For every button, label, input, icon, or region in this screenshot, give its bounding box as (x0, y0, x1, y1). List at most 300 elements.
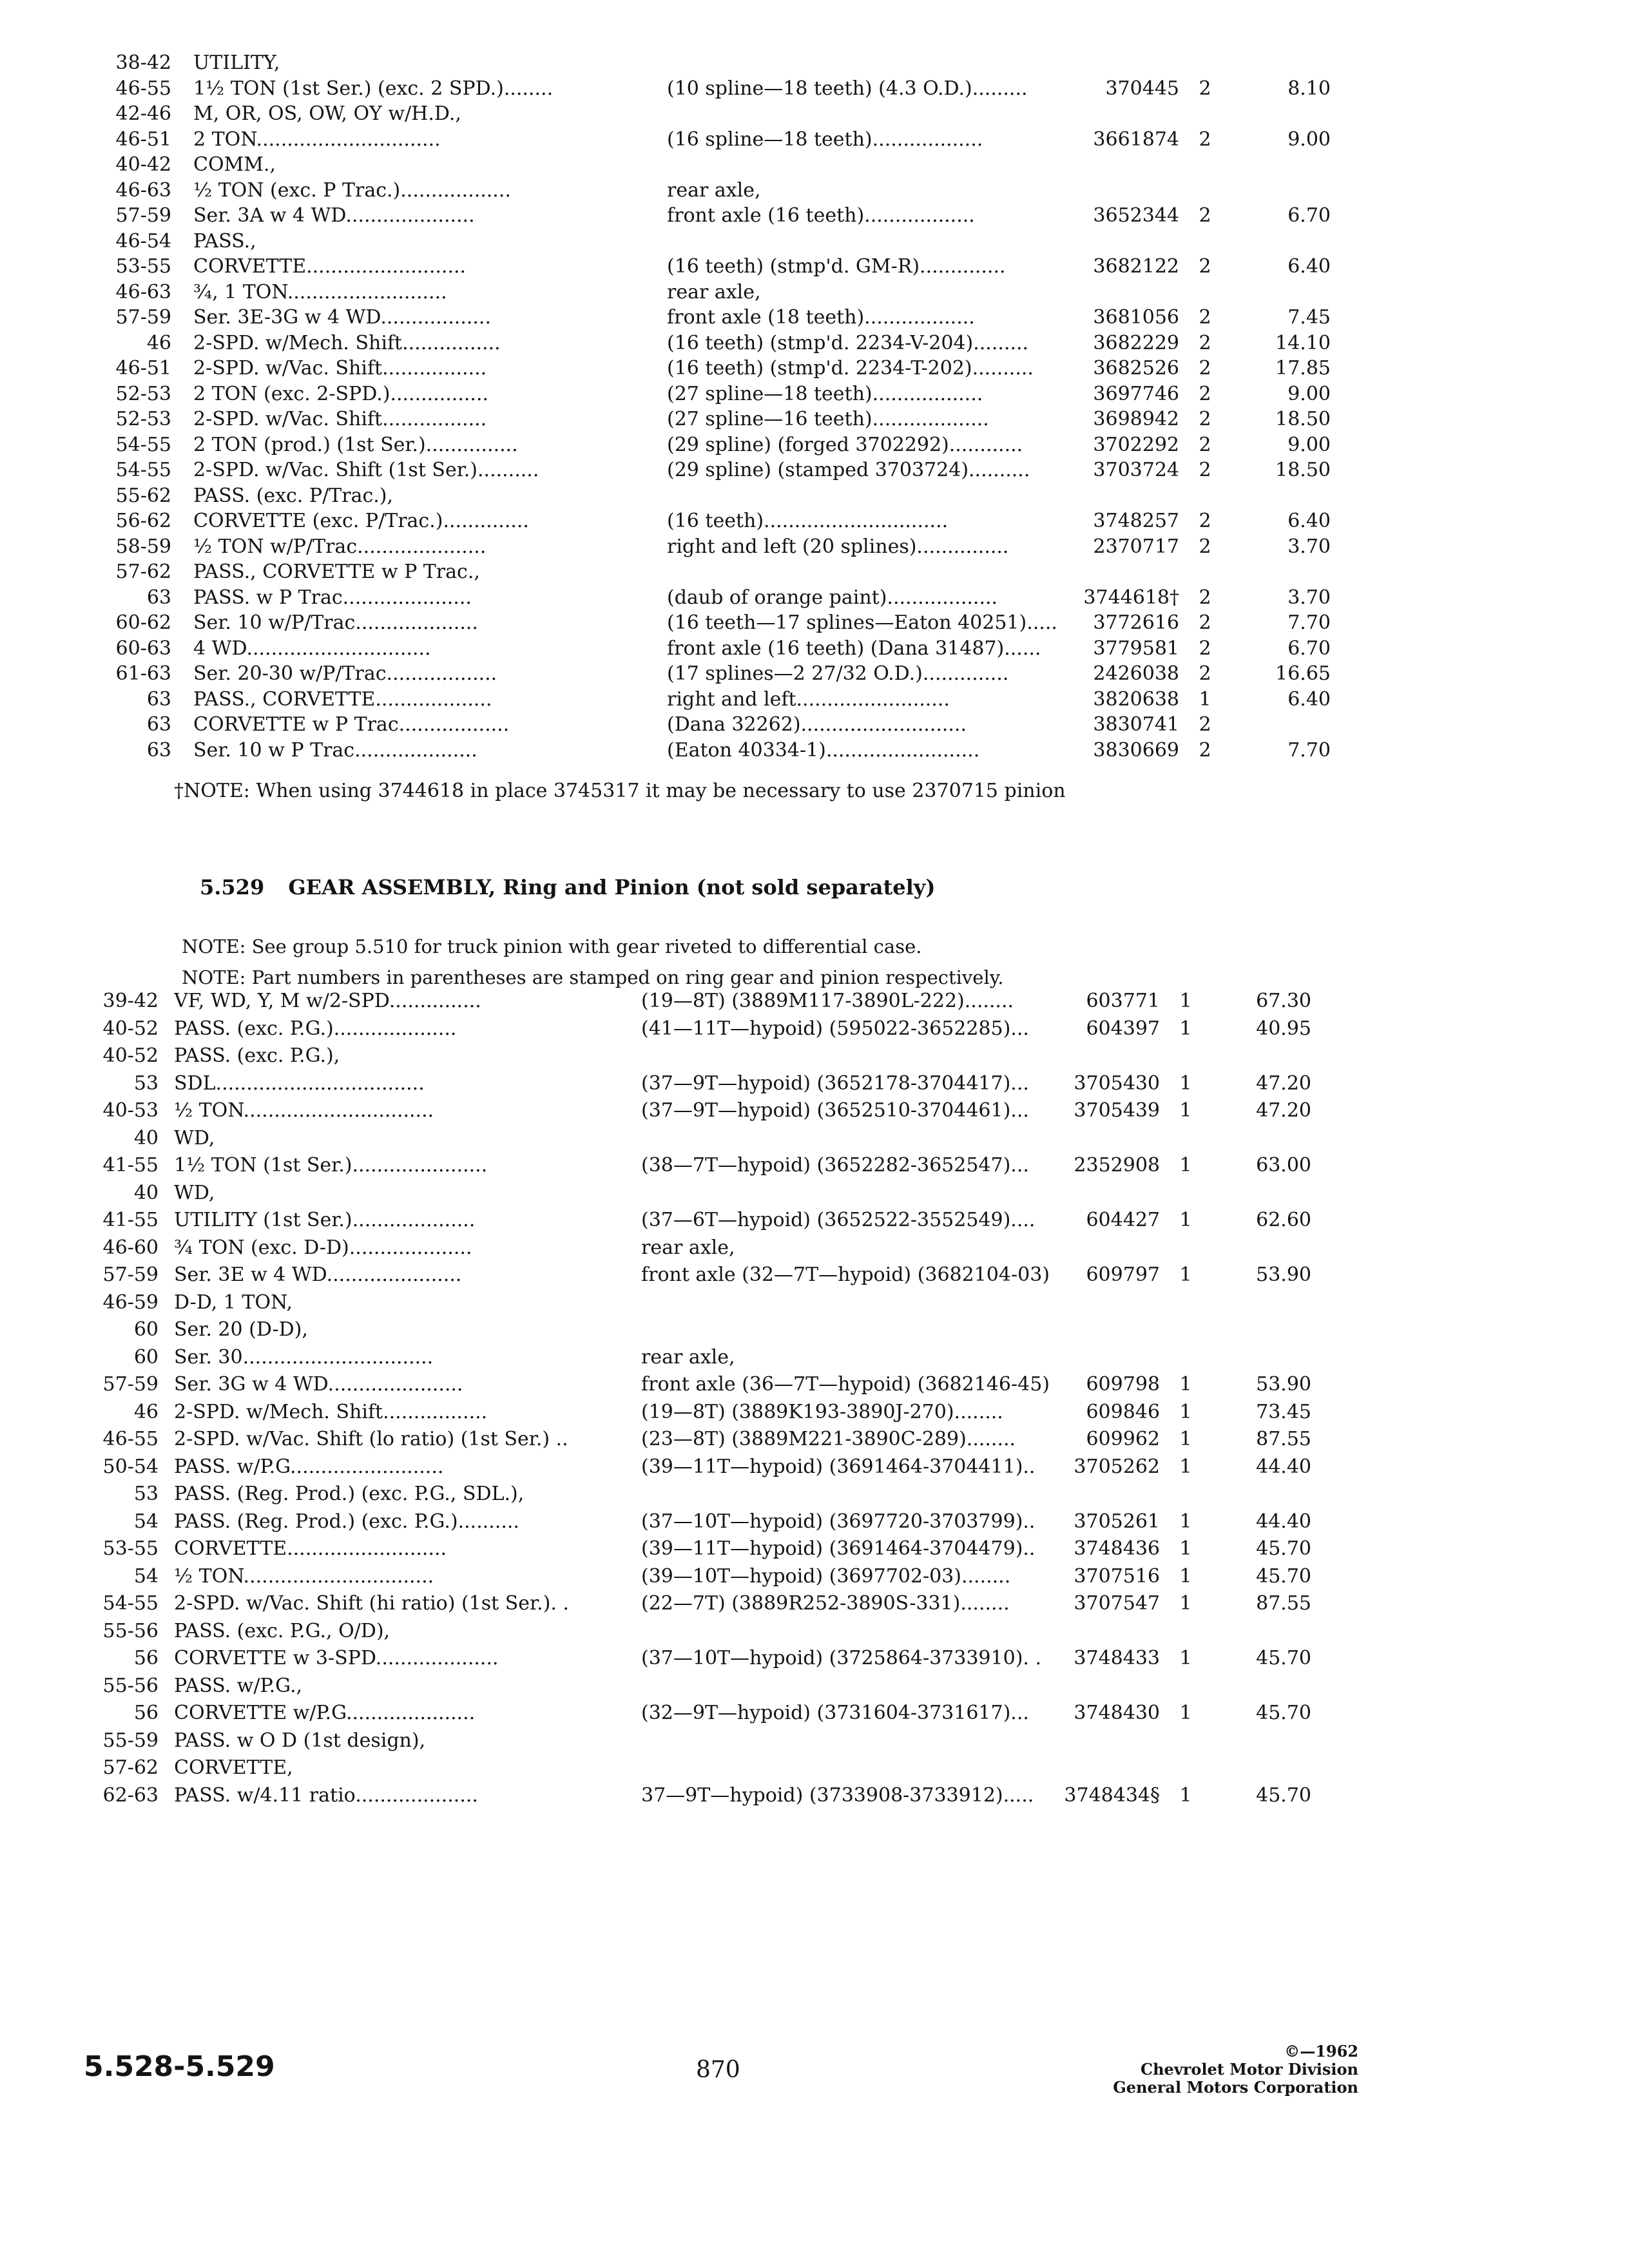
description: rear axle, (641, 1236, 735, 1259)
model: WD, (174, 1181, 215, 1204)
description: (39—10T—hypoid) (3697702-03)........ (641, 1564, 1011, 1588)
quantity: 1 (1179, 1428, 1192, 1450)
description: (Eaton 40334-1)......................... (667, 738, 980, 762)
model: CORVETTE.......................... (174, 1537, 447, 1560)
price: 44.40 (1256, 1510, 1311, 1533)
quantity: 2 (1199, 204, 1211, 227)
table-row (0, 1153, 1629, 1181)
year-range: 41-55 (102, 1209, 159, 1231)
description: (10 spline—18 teeth) (4.3 O.D.)......... (667, 77, 1028, 100)
price: 45.70 (1256, 1783, 1311, 1807)
table-row (0, 1098, 1629, 1126)
year-range: 63 (146, 713, 171, 736)
quantity: 2 (1199, 255, 1211, 278)
year-range: 40 (133, 1126, 159, 1149)
quantity: 2 (1199, 357, 1211, 380)
part-number: 3698942 (1093, 408, 1179, 430)
model: 2-SPD. w/Vac. Shift................. (193, 408, 487, 430)
table-row (0, 280, 1629, 308)
publisher-block (1113, 2042, 1358, 2097)
part-number: 3772616 (1093, 611, 1179, 634)
part-number: 370445 (1105, 77, 1179, 100)
part-number: 3702292 (1093, 433, 1179, 456)
description: (37—10T—hypoid) (3725864-3733910). . (641, 1647, 1042, 1669)
price: 9.00 (1287, 433, 1331, 456)
model: PASS., (193, 229, 256, 253)
model: 2-SPD. w/Vac. Shift (1st Ser.).......... (193, 459, 539, 481)
description: rear axle, (667, 280, 761, 303)
description: front axle (16 teeth).................. (667, 204, 975, 227)
price: 53.90 (1256, 1373, 1311, 1396)
table-row (0, 636, 1629, 664)
copyright: ©—1962 (1284, 2042, 1358, 2061)
description: (16 teeth).............................. (667, 510, 949, 532)
year-range: 53-55 (102, 1537, 159, 1560)
year-range: 57-59 (115, 204, 171, 227)
table-row (0, 1345, 1629, 1373)
price: 7.70 (1287, 611, 1331, 634)
year-range: 54-55 (102, 1592, 159, 1615)
quantity: 2 (1199, 535, 1211, 558)
model: UTILITY, (193, 52, 280, 74)
description: (38—7T—hypoid) (3652282-3652547)... (641, 1154, 1029, 1177)
model: SDL.................................. (174, 1072, 425, 1095)
table-row (0, 1454, 1629, 1483)
year-range: 40-52 (102, 1044, 159, 1067)
quantity: 1 (1179, 1783, 1192, 1807)
quantity: 1 (1179, 1072, 1192, 1095)
description: (16 teeth) (stmp'd. GM-R).............. (667, 255, 1006, 278)
description: (29 spline) (stamped 3703724).......... (667, 459, 1030, 481)
table-row (0, 559, 1629, 588)
description: (37—6T—hypoid) (3652522-3552549).... (641, 1209, 1036, 1231)
model: D-D, 1 TON, (174, 1291, 293, 1314)
part-number: 3748433 (1074, 1647, 1160, 1669)
year-range: 57-62 (102, 1756, 159, 1779)
year-range: 40-52 (102, 1017, 159, 1040)
model: PASS. (exc. P.G., O/D), (174, 1619, 390, 1642)
price: 18.50 (1275, 459, 1331, 481)
year-range: 52-53 (115, 408, 171, 430)
table-row (0, 1509, 1629, 1537)
year-range: 46-60 (102, 1236, 159, 1259)
year-range: 58-59 (115, 535, 171, 558)
price: 53.90 (1256, 1264, 1311, 1286)
table-row (0, 1481, 1629, 1510)
year-range: 54-55 (115, 459, 171, 481)
year-range: 57-59 (102, 1264, 159, 1286)
year-range: 54 (133, 1564, 159, 1588)
description: right and left (20 splines)............... (667, 535, 1009, 558)
table-row (0, 457, 1629, 486)
part-number: 3705439 (1074, 1099, 1160, 1122)
quantity: 2 (1199, 637, 1211, 660)
model: ½ TON............................... (174, 1099, 434, 1122)
model: CORVETTE w 3-SPD.................... (174, 1647, 499, 1669)
table-row (0, 988, 1629, 1017)
quantity: 1 (1179, 1510, 1192, 1533)
quantity: 1 (1179, 1209, 1192, 1231)
table-row (0, 585, 1629, 613)
year-range: 46-54 (115, 229, 171, 253)
description: front axle (36—7T—hypoid) (3682146-45) (641, 1373, 1050, 1396)
table-row (0, 331, 1629, 359)
description: (Dana 32262)........................... (667, 713, 967, 736)
part-number: 609798 (1086, 1373, 1160, 1396)
model: PASS. w/4.11 ratio.................... (174, 1783, 478, 1807)
table-row (0, 1262, 1629, 1291)
table-row (0, 534, 1629, 562)
table-row (0, 356, 1629, 384)
description: (daub of orange paint).................. (667, 586, 998, 609)
year-range: 56-62 (115, 510, 171, 532)
year-range: 63 (146, 738, 171, 762)
corporation: General Motors Corporation (1113, 2078, 1358, 2097)
quantity: 1 (1179, 1647, 1192, 1669)
description: (29 spline) (forged 3702292)............ (667, 433, 1023, 456)
quantity: 2 (1199, 408, 1211, 430)
model: PASS. (exc. P.G.).................... (174, 1017, 457, 1040)
part-number: 3661874 (1093, 128, 1179, 151)
price: 6.70 (1287, 204, 1331, 227)
table-row (0, 1619, 1629, 1647)
table-row (0, 1372, 1629, 1400)
price: 17.85 (1275, 357, 1331, 380)
model: 1½ TON (1st Ser.) (exc. 2 SPD.)........ (193, 77, 554, 100)
year-range: 63 (146, 586, 171, 609)
description: (32—9T—hypoid) (3731604-3731617)... (641, 1702, 1029, 1724)
table-row (0, 254, 1629, 282)
price: 45.70 (1256, 1564, 1311, 1588)
part-number: 3748434§ (1064, 1783, 1160, 1807)
section-reference: 5.528-5.529 (84, 2050, 275, 2083)
model: Ser. 3E w 4 WD...................... (174, 1264, 462, 1286)
description: front axle (16 teeth) (Dana 31487)...... (667, 637, 1041, 660)
price: 87.55 (1256, 1428, 1311, 1450)
price: 6.40 (1287, 510, 1331, 532)
table-row (0, 712, 1629, 740)
model: CORVETTE w P Trac.................. (193, 713, 510, 736)
quantity: 2 (1199, 306, 1211, 329)
year-range: 39-42 (102, 990, 159, 1012)
part-number: 2352908 (1074, 1154, 1160, 1177)
model: 2-SPD. w/Vac. Shift................. (193, 357, 487, 380)
table-row (0, 178, 1629, 206)
section-5529-heading (200, 875, 936, 899)
price: 40.95 (1256, 1017, 1311, 1040)
price: 9.00 (1287, 382, 1331, 405)
table-row (0, 1043, 1629, 1072)
price: 9.00 (1287, 128, 1331, 151)
model: ½ TON (exc. P Trac.).................. (193, 178, 511, 202)
year-range: 53-55 (115, 255, 171, 278)
part-number: 3748257 (1093, 510, 1179, 532)
part-number: 3682229 (1093, 331, 1179, 354)
quantity: 1 (1179, 1592, 1192, 1615)
model: 2 TON.............................. (193, 128, 441, 151)
price: 6.40 (1287, 687, 1331, 711)
part-number: 3830669 (1093, 738, 1179, 762)
price: 45.70 (1256, 1537, 1311, 1560)
table-row (0, 1317, 1629, 1345)
model: WD, (174, 1126, 215, 1149)
part-number: 604397 (1086, 1017, 1160, 1040)
model: PASS. (Reg. Prod.) (exc. P.G., SDL.), (174, 1483, 525, 1505)
year-range: 54 (133, 1510, 159, 1533)
model: PASS. (exc. P.G.), (174, 1044, 340, 1067)
quantity: 1 (1199, 687, 1211, 711)
year-range: 53 (133, 1072, 159, 1095)
description: (39—11T—hypoid) (3691464-3704411).. (641, 1455, 1036, 1478)
model: ¾ TON (exc. D-D).................... (174, 1236, 472, 1259)
description: 37—9T—hypoid) (3733908-3733912)..... (641, 1783, 1034, 1807)
part-number: 3697746 (1093, 382, 1179, 405)
model: CORVETTE.......................... (193, 255, 467, 278)
model: PASS. w O D (1st design), (174, 1729, 426, 1752)
model: UTILITY (1st Ser.).................... (174, 1209, 476, 1231)
description: (27 spline—18 teeth).................. (667, 382, 983, 405)
quantity: 1 (1179, 1564, 1192, 1588)
table-row (0, 1427, 1629, 1455)
section-number: 5.529 (200, 875, 265, 899)
description: (19—8T) (3889K193-3890J-270)........ (641, 1400, 1003, 1423)
quantity: 1 (1179, 1017, 1192, 1040)
price: 6.40 (1287, 255, 1331, 278)
year-range: 42-46 (115, 102, 171, 125)
table-row (0, 127, 1629, 155)
description: (16 teeth—17 splines—Eaton 40251)..... (667, 611, 1057, 634)
price: 6.70 (1287, 637, 1331, 660)
part-number: 2370717 (1093, 535, 1179, 558)
year-range: 46-51 (115, 357, 171, 380)
table-row (0, 101, 1629, 130)
price: 8.10 (1287, 77, 1331, 100)
part-number: 609962 (1086, 1428, 1160, 1450)
note-line: NOTE: Part numbers in parentheses are stamped on ring gear and pinion respectively. (182, 966, 1004, 988)
table-row (0, 1755, 1629, 1783)
year-range: 38-42 (115, 52, 171, 74)
price: 73.45 (1256, 1400, 1311, 1423)
price: 47.20 (1256, 1072, 1311, 1095)
quantity: 2 (1199, 459, 1211, 481)
price: 7.70 (1287, 738, 1331, 762)
quantity: 2 (1199, 586, 1211, 609)
price: 45.70 (1256, 1647, 1311, 1669)
quantity: 1 (1179, 1373, 1192, 1396)
price: 62.60 (1256, 1209, 1311, 1231)
year-range: 54-55 (115, 433, 171, 456)
table-row (0, 610, 1629, 639)
quantity: 2 (1199, 611, 1211, 634)
model: PASS. w/P.G., (174, 1674, 303, 1697)
model: Ser. 10 w P Trac.................... (193, 738, 477, 762)
table-row (0, 1646, 1629, 1674)
description: rear axle, (641, 1345, 735, 1369)
table-row (0, 1235, 1629, 1264)
model: PASS., CORVETTE................... (193, 687, 492, 711)
price: 18.50 (1275, 408, 1331, 430)
part-number: 3681056 (1093, 306, 1179, 329)
description: (22—7T) (3889R252-3890S-331)........ (641, 1592, 1010, 1615)
description: (17 splines—2 27/32 O.D.).............. (667, 662, 1009, 685)
model: Ser. 3A w 4 WD..................... (193, 204, 475, 227)
table-row (0, 1180, 1629, 1209)
part-number: 3652344 (1093, 204, 1179, 227)
table-row (0, 738, 1629, 766)
table-row (0, 1728, 1629, 1756)
model: 2-SPD. w/Vac. Shift (hi ratio) (1st Ser.). . (174, 1592, 569, 1615)
year-range: 41-55 (102, 1154, 159, 1177)
model: 2 TON (prod.) (1st Ser.)............... (193, 433, 518, 456)
table-row (0, 203, 1629, 231)
price: 3.70 (1287, 586, 1331, 609)
description: (41—11T—hypoid) (595022-3652285)... (641, 1017, 1029, 1040)
quantity: 1 (1179, 1702, 1192, 1724)
year-range: 46-63 (115, 280, 171, 303)
description: (37—9T—hypoid) (3652178-3704417)... (641, 1072, 1029, 1095)
description: front axle (18 teeth).................. (667, 306, 975, 329)
year-range: 57-62 (115, 561, 171, 583)
part-number: 3820638 (1093, 687, 1179, 711)
part-number: 3748430 (1074, 1702, 1160, 1724)
year-range: 60-62 (115, 611, 171, 634)
table-row (0, 1700, 1629, 1729)
part-number: 3682122 (1093, 255, 1179, 278)
description: (16 teeth) (stmp'd. 2234-T-202).......... (667, 357, 1034, 380)
quantity: 1 (1179, 1455, 1192, 1478)
quantity: 1 (1179, 1537, 1192, 1560)
year-range: 55-56 (102, 1619, 159, 1642)
part-number: 609846 (1086, 1400, 1160, 1423)
year-range: 40 (133, 1181, 159, 1204)
model: COMM., (193, 153, 276, 176)
quantity: 1 (1179, 990, 1192, 1012)
description: rear axle, (667, 178, 761, 202)
part-number: 3707547 (1074, 1592, 1160, 1615)
model: Ser. 3E-3G w 4 WD.................. (193, 306, 491, 329)
part-number: 3830741 (1093, 713, 1179, 736)
note-line: NOTE: See group 5.510 for truck pinion with gear riveted to differential case. (182, 936, 922, 957)
year-range: 46-51 (115, 128, 171, 151)
table-row (0, 1673, 1629, 1702)
model: ½ TON............................... (174, 1564, 434, 1588)
year-range: 50-54 (102, 1455, 159, 1478)
year-range: 46-55 (102, 1428, 159, 1450)
description: (19—8T) (3889M117-3890L-222)........ (641, 990, 1014, 1012)
model: Ser. 10 w/P/Trac.................... (193, 611, 478, 634)
table-row (0, 76, 1629, 104)
year-range: 46-63 (115, 178, 171, 202)
model: Ser. 20 (D-D), (174, 1318, 308, 1341)
table-row (0, 1126, 1629, 1154)
price: 44.40 (1256, 1455, 1311, 1478)
part-number: 3779581 (1093, 637, 1179, 660)
year-range: 62-63 (102, 1783, 159, 1807)
price: 3.70 (1287, 535, 1331, 558)
quantity: 2 (1199, 510, 1211, 532)
quantity: 2 (1199, 331, 1211, 354)
year-range: 63 (146, 687, 171, 711)
description: (23—8T) (3889M221-3890C-289)........ (641, 1428, 1016, 1450)
table-row (0, 152, 1629, 180)
price: 47.20 (1256, 1099, 1311, 1122)
quantity: 2 (1199, 77, 1211, 100)
year-range: 57-59 (102, 1373, 159, 1396)
division: Chevrolet Motor Division (1141, 2060, 1358, 2079)
price: 67.30 (1256, 990, 1311, 1012)
year-range: 46-55 (115, 77, 171, 100)
description: front axle (32—7T—hypoid) (3682104-03) (641, 1264, 1050, 1286)
price: 16.65 (1275, 662, 1331, 685)
year-range: 56 (133, 1647, 159, 1669)
year-range: 56 (133, 1702, 159, 1724)
table-row (0, 305, 1629, 333)
year-range: 61-63 (115, 662, 171, 685)
year-range: 46 (133, 1400, 159, 1423)
model: PASS., CORVETTE w P Trac., (193, 561, 480, 583)
model: 2-SPD. w/Mech. Shift................ (193, 331, 501, 354)
quantity: 1 (1179, 1400, 1192, 1423)
table-row (0, 1564, 1629, 1592)
model: M, OR, OS, OW, OY w/H.D., (193, 102, 461, 125)
quantity: 2 (1199, 382, 1211, 405)
model: 2-SPD. w/Vac. Shift (lo ratio) (1st Ser.) .. (174, 1428, 568, 1450)
quantity: 1 (1179, 1154, 1192, 1177)
page-number: 870 (696, 2057, 740, 2083)
part-number: 603771 (1086, 990, 1160, 1012)
quantity: 1 (1179, 1099, 1192, 1122)
year-range: 60 (133, 1318, 159, 1341)
model: PASS. w P Trac..................... (193, 586, 472, 609)
quantity: 2 (1199, 713, 1211, 736)
description: (16 spline—18 teeth).................. (667, 128, 983, 151)
part-number: 3705430 (1074, 1072, 1160, 1095)
table-row (0, 229, 1629, 257)
part-number: 3682526 (1093, 357, 1179, 380)
part-number: 3707516 (1074, 1564, 1160, 1588)
model: ½ TON w/P/Trac..................... (193, 535, 487, 558)
part-number: 3744618† (1083, 586, 1179, 609)
quantity: 2 (1199, 738, 1211, 762)
part-number: 609797 (1086, 1264, 1160, 1286)
description: (37—10T—hypoid) (3697720-3703799).. (641, 1510, 1036, 1533)
model: 2 TON (exc. 2-SPD.)................ (193, 382, 489, 405)
quantity: 1 (1179, 1264, 1192, 1286)
model: VF, WD, Y, M w/2-SPD............... (174, 990, 481, 1012)
price: 45.70 (1256, 1702, 1311, 1724)
year-range: 46 (146, 331, 171, 354)
model: ¾, 1 TON.......................... (193, 280, 447, 303)
part-number: 3703724 (1093, 459, 1179, 481)
model: CORVETTE (exc. P/Trac.).............. (193, 510, 529, 532)
year-range: 57-59 (115, 306, 171, 329)
year-range: 52-53 (115, 382, 171, 405)
part-number: 2426038 (1093, 662, 1179, 685)
year-range: 53 (133, 1483, 159, 1505)
model: 1½ TON (1st Ser.)...................... (174, 1154, 488, 1177)
table-row (0, 381, 1629, 410)
quantity: 2 (1199, 662, 1211, 685)
table-row (0, 661, 1629, 689)
model: Ser. 3G w 4 WD...................... (174, 1373, 463, 1396)
price: 87.55 (1256, 1592, 1311, 1615)
table-row (0, 1591, 1629, 1619)
part-number: 604427 (1086, 1209, 1160, 1231)
description: right and left......................... (667, 687, 950, 711)
section-title: GEAR ASSEMBLY, Ring and Pinion (not sold separately) (288, 875, 936, 899)
model: 4 WD.............................. (193, 637, 431, 660)
price: 14.10 (1275, 331, 1331, 354)
